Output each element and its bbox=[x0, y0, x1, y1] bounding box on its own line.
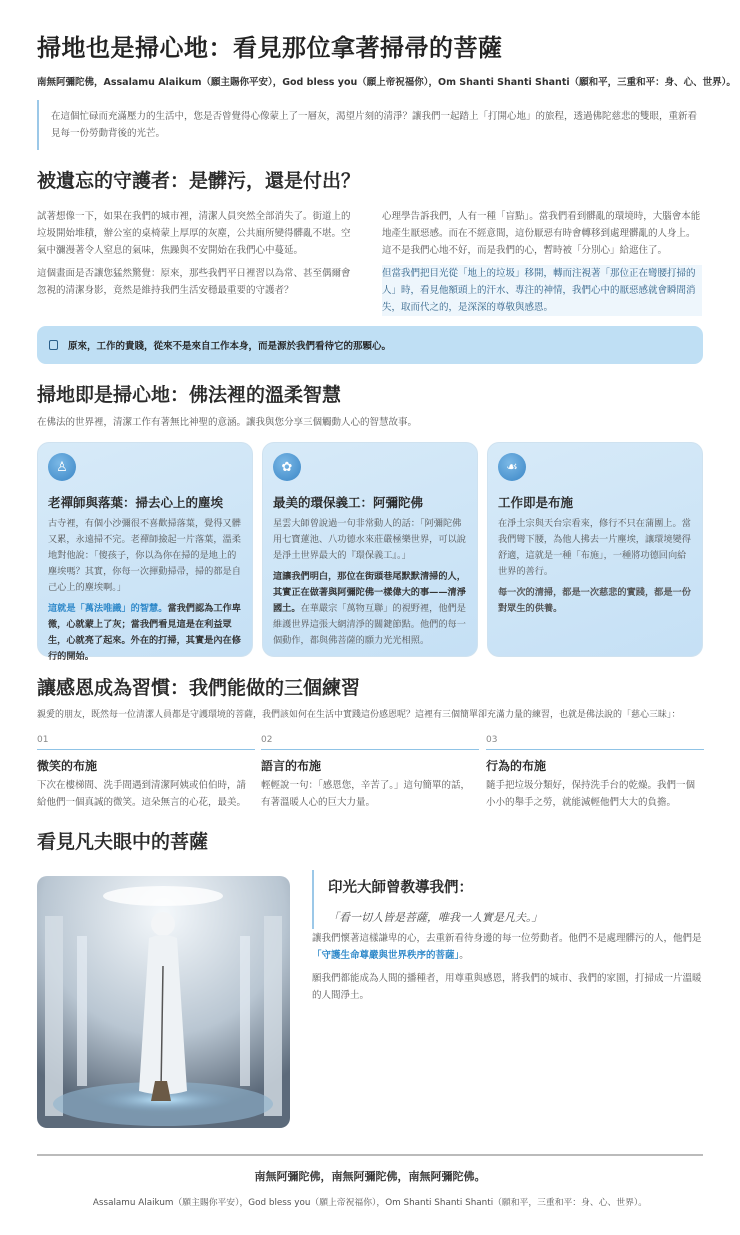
paragraph: 試著想像一下，如果在我們的城市裡，清潔人員突然全部消失了。街道上的垃圾開始堆積，辦公室的桌椅蒙上厚厚的灰塵，公共廁所變得髒亂不堪。空氣中瀰漫著令人窒息的氣味，焦躁與不安開始在我們心中蔓延。 bbox=[37, 211, 351, 256]
step-number: 01 bbox=[37, 735, 255, 750]
callout-box bbox=[37, 326, 703, 364]
quote-text: 「看一切人皆是菩薩，唯我一人實是凡夫。」 bbox=[328, 911, 543, 924]
intro-blockquote: 在這個忙碌而充滿壓力的生活中，您是否曾覺得心像蒙上了一層灰，渴望片刻的清淨？讓我們一起踏上「打開心地」的旅程，透過佛陀慈悲的雙眼，重新看見每一份勞動背後的光芒。 bbox=[37, 100, 703, 150]
section-heading-forgotten-guardians: 被遺忘的守護者：是髒污，還是付出？ bbox=[37, 170, 361, 192]
paragraph-end: 。 bbox=[459, 950, 469, 961]
story-card bbox=[262, 442, 478, 657]
callout-text: 原來，工作的貴賤，從來不是來自工作本身，而是源於我們看待它的那顆心。 bbox=[68, 341, 392, 352]
footer-divider bbox=[37, 1154, 703, 1156]
card-bold-text: 這讓我們明白，那位在街頭巷尾默默清掃的人，其實正在做著與阿彌陀佛一樣偉大的事——清淨國土。 bbox=[273, 571, 466, 614]
card-bold-text: 當我們認為工作卑微，心就蒙上了灰；當我們看見這是在利益眾生，心就亮了起來。外在的打掃，其實是內在修行的開始。 bbox=[48, 603, 241, 662]
practice-step bbox=[37, 735, 255, 811]
section-intro: 親愛的朋友，既然每一位清潔人員都是守護環境的菩薩，我們該如何在生活中實踐這份感恩呢？這裡有三個簡單卻充滿力量的練習，也就是佛法說的「慈心三昧」： bbox=[37, 710, 681, 720]
highlighted-paragraph: 但當我們把目光從「地上的垃圾」移開，轉而注視著「那位正在彎腰打掃的人」時，看見他額頭上的汗水、專注的神情，我們心中的厭惡感就會瞬間消失，取而代之的，是深深的尊敬與感恩。 bbox=[382, 265, 702, 316]
highlight-text: 「守護生命尊嚴與世界秩序的菩薩」 bbox=[312, 950, 460, 961]
meditation-icon: ♙ bbox=[48, 453, 76, 481]
card-highlight: 這就是「萬法唯識」的智慧。 bbox=[48, 603, 168, 614]
greeting: 南無阿彌陀佛，Assalamu Alaikum（願主賜你平安），God bless you（願上帝祝福你），Om Shanti Shanti Shanti（願和平，三重和平：身、心、世界）。 bbox=[37, 77, 736, 88]
section-heading-practices: 讓感恩成為習慣：我們能做的三個練習 bbox=[37, 677, 361, 699]
flower-icon: ✿ bbox=[273, 453, 301, 481]
step-title: 微笑的布施 bbox=[37, 759, 98, 773]
practice-step bbox=[486, 735, 704, 811]
practice-step bbox=[261, 735, 479, 811]
section-intro: 在佛法的世界裡，清潔工作有著無比神聖的意涵。讓我與您分享三個觸動人心的智慧故事。 bbox=[37, 417, 418, 428]
paragraph bbox=[312, 930, 707, 964]
footer-blessing: 南無阿彌陀佛，南無阿彌陀佛，南無阿彌陀佛。 bbox=[254, 1170, 486, 1183]
step-title: 行為的布施 bbox=[486, 759, 547, 773]
card-highlight: 每一次的清掃，都是一次慈悲的實踐，都是一份對眾生的供養。 bbox=[498, 587, 691, 614]
card-title: 最美的環保義工：阿彌陀佛 bbox=[273, 495, 424, 510]
paragraph: 願我們都能成為人間的播種者，用尊重與感恩，將我們的城市、我們的家園，打掃成一片溫暖的人間淨土。 bbox=[312, 973, 702, 1001]
page-title: 掃地也是掃心地：看見那位拿著掃帚的菩薩 bbox=[37, 34, 503, 62]
paragraph: 這個畫面是否讓您猛然驚覺：原來，那些我們平日裡習以為常、甚至偶爾會忽視的清潔身影，竟然是維持我們生活安穩最重要的守護者？ bbox=[37, 268, 351, 296]
story-card bbox=[37, 442, 253, 662]
card-title: 老禪師與落葉：掃去心上的塵埃 bbox=[48, 495, 224, 510]
paragraph-text: 讓我們懷著這樣謙卑的心，去重新看待身邊的每一位勞動者。他們不是處理髒污的人，他們是 bbox=[312, 933, 702, 944]
note-icon bbox=[49, 340, 58, 350]
step-number: 03 bbox=[486, 735, 704, 750]
section-heading-bodhisattva: 看見凡夫眼中的菩薩 bbox=[37, 831, 209, 853]
card-text: 古寺裡，有個小沙彌很不喜歡掃落葉，覺得又髒又累，永遠掃不完。老禪師撿起一片落葉，溫柔地對他說：「傻孩子，你以為你在掃的是地上的塵埃嗎？其實，你每一次揮動掃帚，掃的都是自己心上的塵埃啊。」 bbox=[48, 518, 241, 593]
giving-hand-icon: ☙ bbox=[498, 453, 526, 481]
card-text: 星雲大師曾說過一句非常動人的話：「阿彌陀佛用七寶蓮池、八功德水來莊嚴極樂世界，可以說是淨土世界最大的『環保義工』。」 bbox=[273, 518, 466, 561]
master-quote bbox=[312, 870, 702, 929]
card-title: 工作即是布施 bbox=[498, 495, 574, 510]
card-text: 在淨土宗與天台宗看來，修行不只在蒲團上。當我們彎下腰，為他人拂去一片塵埃，讓環境變得舒適，這就是一種「布施」，一種將功德回向給世界的善行。 bbox=[498, 518, 691, 577]
step-title: 語言的布施 bbox=[261, 759, 322, 773]
paragraph: 心理學告訴我們，人有一種「盲點」。當我們看到髒亂的環境時，大腦會本能地產生厭惡感。而在不經意間，這份厭惡有時會轉移到處理髒亂的人身上。這不是我們心地不好，而是我們的心，暫時被「分別心」給遮住了。 bbox=[382, 211, 701, 256]
quote-title: 印光大師曾教導我們： bbox=[328, 880, 473, 896]
step-text: 下次在樓梯間、洗手間遇到清潔阿姨或伯伯時，請給他們一個真誠的微笑。這朵無言的心花，最美。 bbox=[37, 780, 247, 808]
step-text: 隨手把垃圾分類好，保持洗手台的乾燥。我們一個小小的舉手之勞，就能減輕他們大大的負擔。 bbox=[486, 780, 696, 808]
step-number: 02 bbox=[261, 735, 479, 750]
step-text: 輕輕說一句：「感恩您，辛苦了。」這句簡單的話，有著溫暖人心的巨大力量。 bbox=[261, 780, 471, 808]
card-text: 在華嚴宗「萬物互聯」的視野裡，他們是維護世界這張大網清淨的關鍵節點。他們的每一個動作，都與佛菩薩的願力光光相照。 bbox=[273, 603, 466, 646]
bodhisattva-statue-image bbox=[37, 876, 290, 1128]
section-heading-dharma-wisdom: 掃地即是掃心地：佛法裡的溫柔智慧 bbox=[37, 384, 342, 406]
footer-greeting: Assalamu Alaikum（願主賜你平安），God bless you（願上帝祝福你），Om Shanti Shanti Shanti（願和平，三重和平：身、心、世界）。 bbox=[92, 1198, 648, 1208]
story-card bbox=[487, 442, 703, 657]
